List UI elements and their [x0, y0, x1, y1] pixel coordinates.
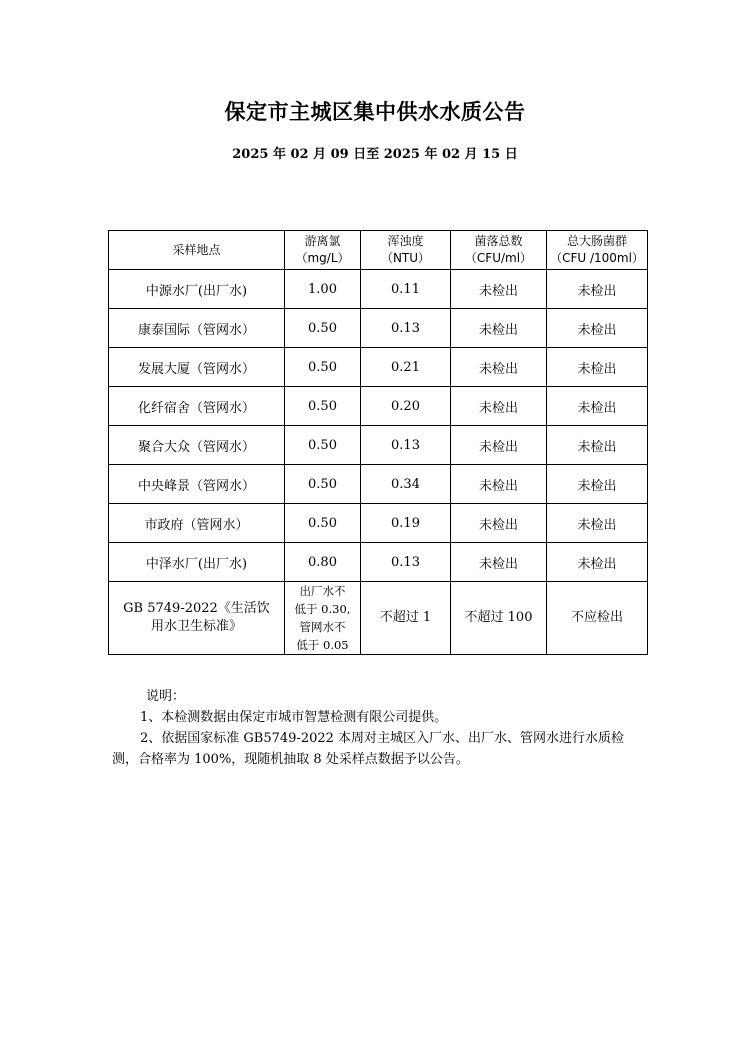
- header-chlorine: 游离氯 （mg/L）: [285, 231, 361, 270]
- cell-chlorine: 0.50: [285, 504, 361, 543]
- cell-turbidity: 0.13: [361, 426, 451, 465]
- table-row: [109, 543, 648, 582]
- cell-turbidity: 0.19: [361, 504, 451, 543]
- table-row: [109, 387, 648, 426]
- header-turbidity: 浑浊度 （NTU）: [361, 231, 451, 270]
- header-coliform: 总大肠菌群 （CFU /100ml）: [547, 231, 648, 270]
- cell-turbidity: 0.21: [361, 348, 451, 387]
- standard-row: [109, 582, 648, 655]
- header-site: 采样地点: [109, 231, 285, 270]
- cell-coliform: 未检出: [547, 465, 648, 504]
- standard-coliform: 不应检出: [547, 582, 648, 655]
- note-item: 1、本检测数据由保定市城市智慧检测有限公司提供。: [140, 710, 448, 725]
- cell-coliform: 未检出: [547, 504, 648, 543]
- cell-coliform: 未检出: [547, 309, 648, 348]
- notes-section: [112, 686, 642, 770]
- notes-heading: 说明：: [146, 689, 186, 704]
- cell-coliform: 未检出: [547, 348, 648, 387]
- page-title: 保定市主城区集中供水水质公告: [224, 100, 526, 124]
- cell-coliform: 未检出: [547, 426, 648, 465]
- cell-turbidity: 0.20: [361, 387, 451, 426]
- cell-coliform: 未检出: [547, 387, 648, 426]
- cell-chlorine: 1.00: [285, 270, 361, 309]
- cell-colony: 未检出: [451, 504, 547, 543]
- cell-site: 中泽水厂(出厂水): [109, 543, 285, 582]
- cell-turbidity: 0.13: [361, 543, 451, 582]
- date-range: 2025 年 02 月 09 日至 2025 年 02 月 15 日: [232, 147, 518, 162]
- cell-chlorine: 0.50: [285, 309, 361, 348]
- cell-site: 康泰国际（管网水）: [109, 309, 285, 348]
- cell-coliform: 未检出: [547, 270, 648, 309]
- cell-site: 发展大厦（管网水）: [109, 348, 285, 387]
- cell-colony: 未检出: [451, 426, 547, 465]
- cell-turbidity: 0.13: [361, 309, 451, 348]
- cell-chlorine: 0.80: [285, 543, 361, 582]
- water-quality-table: [108, 230, 648, 655]
- table-row: [109, 504, 648, 543]
- note-item: 2、依据国家标准 GB5749-2022 本周对主城区入厂水、出厂水、管网水进行水质检测，合格率为 100%，现随机抽取 8 处采样点数据予以公告。: [112, 731, 625, 767]
- cell-chlorine: 0.50: [285, 465, 361, 504]
- table-row: [109, 270, 648, 309]
- cell-colony: 未检出: [451, 309, 547, 348]
- cell-colony: 未检出: [451, 465, 547, 504]
- cell-turbidity: 0.34: [361, 465, 451, 504]
- cell-site: 化纤宿舍（管网水）: [109, 387, 285, 426]
- cell-turbidity: 0.11: [361, 270, 451, 309]
- table-header-row: [109, 231, 648, 270]
- table-row: [109, 348, 648, 387]
- cell-colony: 未检出: [451, 543, 547, 582]
- standard-chlorine: 出厂水不 低于 0.30, 管网水不 低于 0.05: [285, 582, 361, 655]
- cell-chlorine: 0.50: [285, 426, 361, 465]
- header-colony: 菌落总数 （CFU/ml）: [451, 231, 547, 270]
- cell-site: 市政府（管网水）: [109, 504, 285, 543]
- cell-site: 中源水厂(出厂水): [109, 270, 285, 309]
- cell-site: 中央峰景（管网水）: [109, 465, 285, 504]
- cell-colony: 未检出: [451, 270, 547, 309]
- standard-turbidity: 不超过 1: [361, 582, 451, 655]
- standard-colony: 不超过 100: [451, 582, 547, 655]
- cell-site: 聚合大众（管网水）: [109, 426, 285, 465]
- table-row: [109, 426, 648, 465]
- cell-chlorine: 0.50: [285, 348, 361, 387]
- table-row: [109, 465, 648, 504]
- cell-coliform: 未检出: [547, 543, 648, 582]
- standard-name: GB 5749-2022《生活饮 用水卫生标准》: [109, 582, 285, 655]
- cell-chlorine: 0.50: [285, 387, 361, 426]
- cell-colony: 未检出: [451, 348, 547, 387]
- cell-colony: 未检出: [451, 387, 547, 426]
- table-row: [109, 309, 648, 348]
